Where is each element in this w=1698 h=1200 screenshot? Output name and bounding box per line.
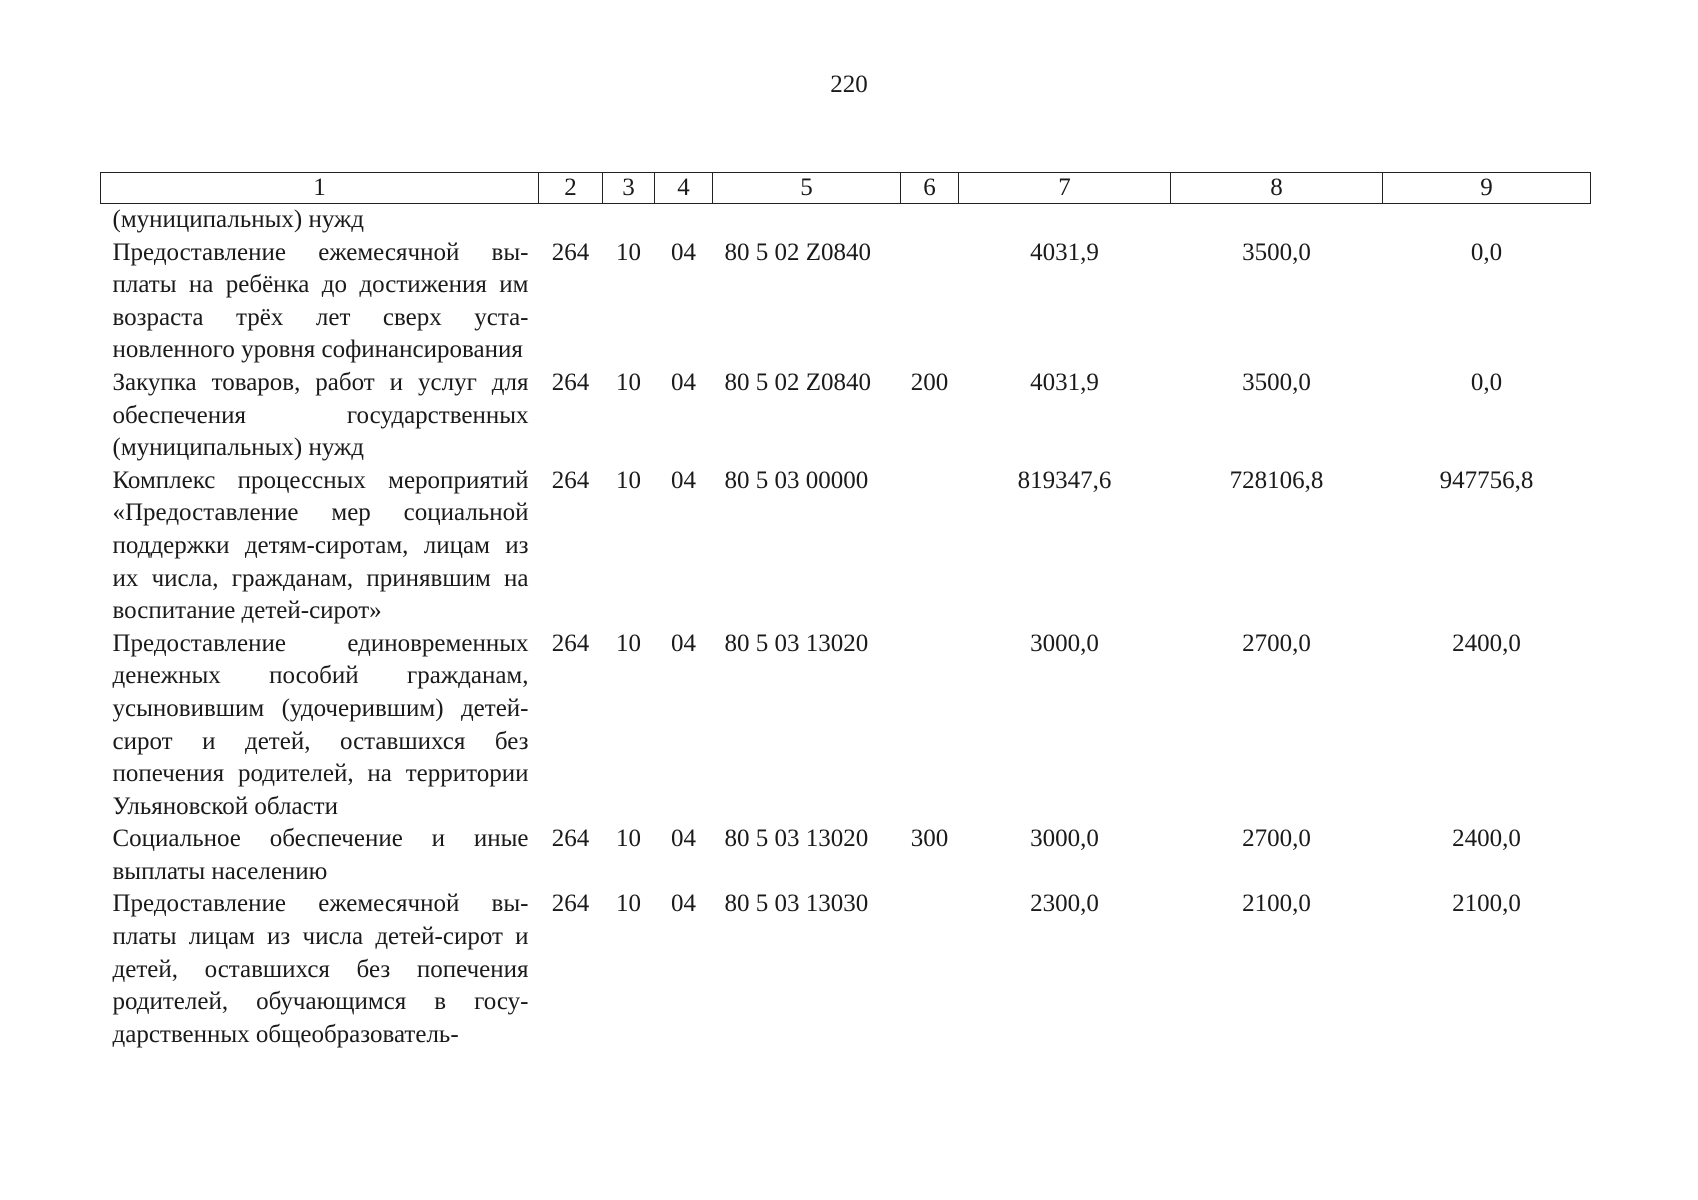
- row-grbs: 264: [551, 238, 590, 266]
- row-grbs: 264: [551, 629, 590, 657]
- row-name: Закупка товаров, работ и услуг для обеспечения государственных (муниципальных) нужд: [112, 368, 529, 462]
- row-year3: [1383, 204, 1591, 237]
- row-grbs: 264: [551, 368, 590, 396]
- page-number: 220: [830, 71, 868, 98]
- row-pr: 04: [671, 890, 696, 918]
- row-csr: 80 5 02 Z0840: [724, 238, 872, 266]
- row-year2: [1171, 204, 1383, 237]
- row-rz: 10: [616, 368, 641, 396]
- row-vr: 300: [910, 825, 949, 853]
- row-year3: 2400,0: [1452, 629, 1521, 657]
- row-vr: [901, 888, 959, 1051]
- row-pr: 04: [671, 825, 696, 853]
- table-row: [101, 888, 1591, 1051]
- header-cell-6: 6: [901, 173, 959, 204]
- header-cell-8: 8: [1171, 173, 1383, 204]
- row-vr: [901, 237, 959, 367]
- row-rz: 10: [616, 629, 641, 657]
- row-csr: [713, 204, 901, 237]
- row-grbs: [539, 204, 603, 237]
- row-rz: 10: [616, 238, 641, 266]
- row-year2: 3500,0: [1242, 368, 1311, 396]
- budget-table: [100, 172, 1591, 1051]
- row-pr: 04: [671, 629, 696, 657]
- row-year3: 2100,0: [1452, 890, 1521, 918]
- row-csr: 80 5 03 13030: [724, 890, 869, 918]
- table-row: [101, 823, 1591, 888]
- row-year1: 4031,9: [1030, 238, 1099, 266]
- row-year1: 819347,6: [1017, 466, 1112, 494]
- row-grbs: 264: [551, 825, 590, 853]
- table-row: [101, 628, 1591, 824]
- header-cell-5: 5: [713, 173, 901, 204]
- table-body: [101, 204, 1591, 1052]
- row-vr: [901, 204, 959, 237]
- row-rz: 10: [616, 466, 641, 494]
- row-year1: 2300,0: [1030, 890, 1099, 918]
- row-year3: 2400,0: [1452, 825, 1521, 853]
- row-year2: 2700,0: [1242, 629, 1311, 657]
- row-year1: [959, 204, 1171, 237]
- row-year3: 947756,8: [1439, 466, 1534, 494]
- row-pr: 04: [671, 368, 696, 396]
- header-cell-3: 3: [603, 173, 655, 204]
- row-csr: 80 5 03 13020: [724, 825, 869, 853]
- row-name: Предоставление ежемесячной выплаты на ребёнка до достижения им возраста трёх лет сверх установленного уровня софинансирования: [112, 238, 529, 364]
- row-rz: [603, 204, 655, 237]
- row-year2: 3500,0: [1242, 238, 1311, 266]
- header-row: [101, 173, 1591, 204]
- table-row: [101, 204, 1591, 237]
- row-csr: 80 5 02 Z0840: [724, 368, 872, 396]
- table-row: [101, 465, 1591, 628]
- table-row: [101, 367, 1591, 465]
- row-vr: 200: [910, 368, 949, 396]
- row-rz: 10: [616, 825, 641, 853]
- row-pr: 04: [671, 238, 696, 266]
- row-year1: 3000,0: [1030, 629, 1099, 657]
- row-vr: [901, 465, 959, 628]
- row-year2: 2700,0: [1242, 825, 1311, 853]
- header-cell-2: 2: [539, 173, 603, 204]
- header-cell-1: 1: [101, 173, 539, 204]
- table-row: [101, 237, 1591, 367]
- row-year3: 0,0: [1470, 368, 1503, 396]
- row-pr: 04: [671, 466, 696, 494]
- row-rz: 10: [616, 890, 641, 918]
- row-csr: 80 5 03 00000: [724, 466, 869, 494]
- row-year2: 728106,8: [1229, 466, 1324, 494]
- row-name: Предоставление единовременных денежных пособий гражданам, усыновившим (удочерившим) детей-сирот и детей, оставшихся без попечения родителей, на территории Ульяновской области: [112, 629, 529, 820]
- row-year1: 3000,0: [1030, 825, 1099, 853]
- row-year1: 4031,9: [1030, 368, 1099, 396]
- row-grbs: 264: [551, 890, 590, 918]
- header-cell-7: 7: [959, 173, 1171, 204]
- table-header: [101, 173, 1591, 204]
- row-vr: [901, 628, 959, 824]
- row-pr: [655, 204, 713, 237]
- row-year2: 2100,0: [1242, 890, 1311, 918]
- row-name: Социальное обеспечение и иные выплаты населению: [112, 825, 529, 885]
- row-grbs: 264: [551, 466, 590, 494]
- row-name: Предоставление ежемесячной выплаты лицам из числа детей-сирот и детей, оставшихся без попечения родителей, обучающимся в государственных общеобразователь-: [112, 890, 529, 1048]
- header-cell-4: 4: [655, 173, 713, 204]
- row-name: Комплекс процессных мероприятий «Предоставление мер социальной поддержки детям-сиротам, лицам из их числа, гражданам, принявшим на воспитание детей-сирот»: [112, 466, 529, 625]
- row-csr: 80 5 03 13020: [724, 629, 869, 657]
- row-name: (муниципальных) нужд: [112, 206, 365, 233]
- row-year3: 0,0: [1470, 238, 1503, 266]
- header-cell-9: 9: [1383, 173, 1591, 204]
